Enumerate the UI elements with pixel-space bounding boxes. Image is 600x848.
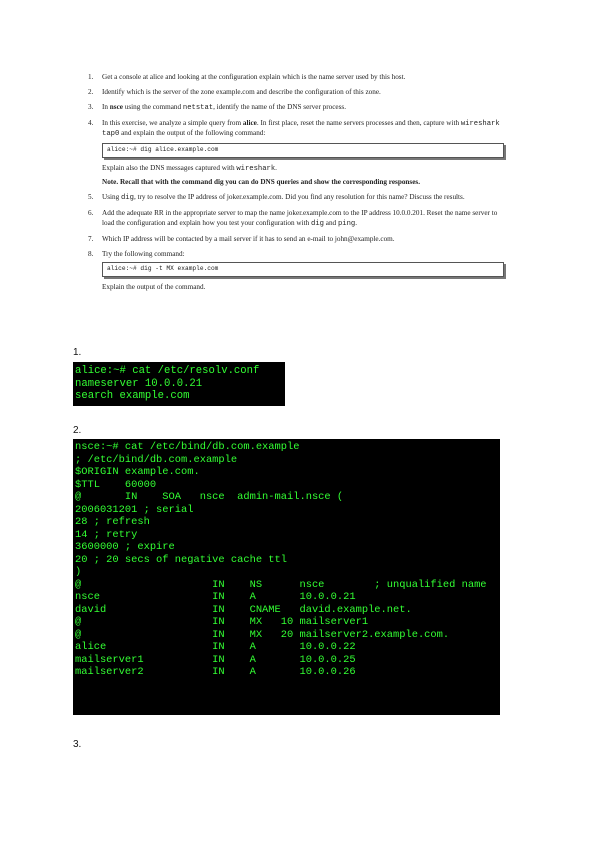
q4-command-box: alice:~# dig alice.example.com [102, 143, 504, 157]
q8-command-box: alice:~# dig -t MX example.com [102, 262, 504, 276]
q8-explanation: Explain the output of the command. [102, 282, 206, 291]
terminal-line: nameserver 10.0.0.21 [75, 377, 203, 390]
terminal-line: @ IN MX 20 mailserver2.example.com. [75, 628, 450, 641]
question-6: 6. Add the adequate RR in the appropriate server to map the name joker.example.com to the IP address 10.0.0.201. Reset the name server to load the configuration and explain how you test your configuration with dig and ping. [88, 209, 498, 228]
terminal-line: ) [75, 566, 82, 578]
question-3: 3. In nsce using the command netstat, identify the name of the DNS server process. [88, 102, 347, 112]
q4-explanation: Explain also the DNS messages captured with wireshark. [102, 163, 277, 173]
terminal-line: 2006031201 ; serial [75, 503, 194, 516]
exercise-list [88, 73, 508, 298]
answer-label-3: 3. [73, 739, 82, 750]
terminal-line: alice:~# cat /etc/resolv.conf [75, 365, 260, 377]
answer-label-2: 2. [73, 425, 82, 436]
terminal-line: nsce:~# cat /etc/bind/db.com.example [75, 441, 300, 453]
terminal-line: 14 ; retry [75, 528, 138, 541]
terminal-line: alice IN A 10.0.0.22 [75, 641, 356, 653]
terminal-line: 20 ; 20 secs of negative cache ttl [75, 553, 288, 566]
terminal-line: search example.com [75, 390, 190, 402]
answer-label-1: 1. [73, 347, 82, 358]
question-2: 2. Identify which is the server of the zone example.com and describe the configuration of this zone. [88, 87, 381, 96]
terminal-line: @ IN MX 10 mailserver1 [75, 616, 369, 628]
terminal-line: @ IN SOA nsce admin-mail.nsce ( [75, 491, 344, 503]
terminal-screenshot-resolv [73, 362, 285, 406]
question-5: 5. Using dig, try to resolve the IP address of joker.example.com. Did you find any resolution for this name? Discuss the results. [88, 193, 465, 203]
terminal-screenshot-zone-file [73, 439, 500, 715]
question-4: 4. In this exercise, we analyze a simple query from alice. In first place, reset the name servers processes and then, capture with wireshark tap0 and explain the output of the following command: alice:~# dig alice.example.com Explain also the DNS messages captured with wireshark. Note. Recall that with the command dig you can do DNS queries and show the corresponding responses. [88, 119, 508, 188]
terminal-line: 28 ; refresh [75, 516, 150, 528]
terminal-line: $TTL 60000 [75, 478, 157, 491]
terminal-line: mailserver1 IN A 10.0.0.25 [75, 653, 356, 666]
terminal-line: nsce IN A 10.0.0.21 [75, 591, 356, 603]
terminal-line: ; /etc/bind/db.com.example [75, 453, 238, 466]
terminal-line: 3600000 ; expire [75, 541, 175, 553]
terminal-line: mailserver2 IN A 10.0.0.26 [75, 666, 356, 678]
question-1: 1. Get a console at alice and looking at the configuration explain which is the name server used by this host. [88, 73, 406, 81]
terminal-line: @ IN NS nsce ; unqualified name [75, 578, 487, 591]
terminal-line: $ORIGIN example.com. [75, 466, 200, 478]
question-7: 7. Which IP address will be contacted by a mail server if it has to send an e-mail to john@example.com. [88, 234, 395, 243]
q4-note: Note. Recall that with the command dig you can do DNS queries and show the corresponding responses. [102, 178, 421, 187]
question-8: 8. Try the following command: alice:~# dig -t MX example.com Explain the output of the command. [88, 250, 508, 293]
terminal-line: david IN CNAME david.example.net. [75, 603, 412, 616]
